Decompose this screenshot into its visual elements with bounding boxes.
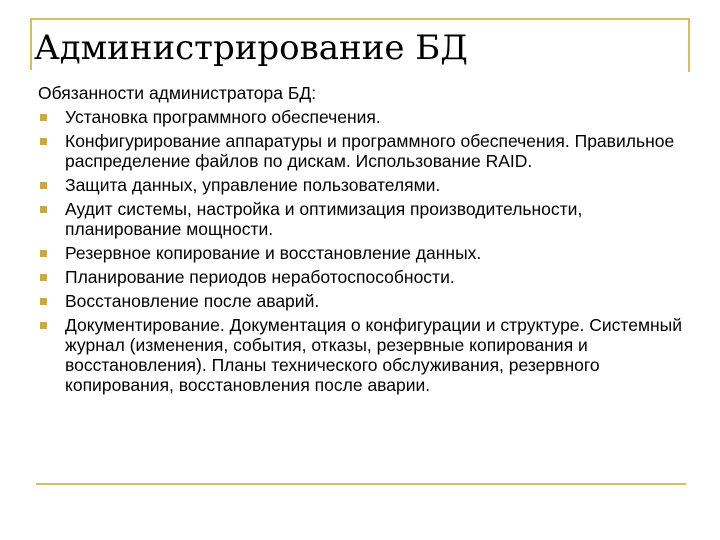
bullet-text: Резервное копирование и восстановление данных. [65, 243, 482, 263]
bullet-item [38, 267, 688, 287]
title-frame-left-edge [30, 18, 32, 70]
bullet-text: Установка программного обеспечения. [65, 107, 381, 127]
bullet-item [38, 131, 688, 171]
slide-title: Администрирование БД [34, 28, 468, 68]
bullet-list [38, 107, 688, 395]
bullet-text: Восстановление после аварий. [65, 291, 320, 311]
square-bullet-icon [40, 274, 47, 281]
bullet-item [38, 243, 688, 263]
slide-content [38, 83, 688, 399]
bullet-item [38, 315, 688, 395]
bullet-text: Документирование. Документация о конфигурации и структуре. Системный журнал (изменения, события, отказы, резервные копирования и восстановления). Планы технического обслуживания, резервного копирования, восстановления после аварии. [65, 315, 683, 395]
square-bullet-icon [40, 182, 47, 189]
square-bullet-icon [40, 206, 47, 213]
bullet-text: Конфигурирование аппаратуры и программного обеспечения. Правильное распределение файлов по дискам. Использование RAID. [65, 131, 675, 171]
bullet-item [38, 107, 688, 127]
square-bullet-icon [40, 114, 47, 121]
square-bullet-icon [40, 250, 47, 257]
bullet-text: Аудит системы, настройка и оптимизация производительности, планирование мощности. [65, 199, 583, 239]
square-bullet-icon [40, 322, 47, 329]
bullet-item [38, 291, 688, 311]
intro-text: Обязанности администратора БД: [38, 83, 317, 103]
bullet-item [38, 175, 688, 195]
square-bullet-icon [40, 298, 47, 305]
bullet-text: Защита данных, управление пользователями. [65, 175, 441, 195]
bullet-item [38, 199, 688, 239]
bullet-text: Планирование периодов неработоспособности. [65, 267, 455, 287]
square-bullet-icon [40, 138, 47, 145]
bottom-divider [36, 483, 686, 485]
